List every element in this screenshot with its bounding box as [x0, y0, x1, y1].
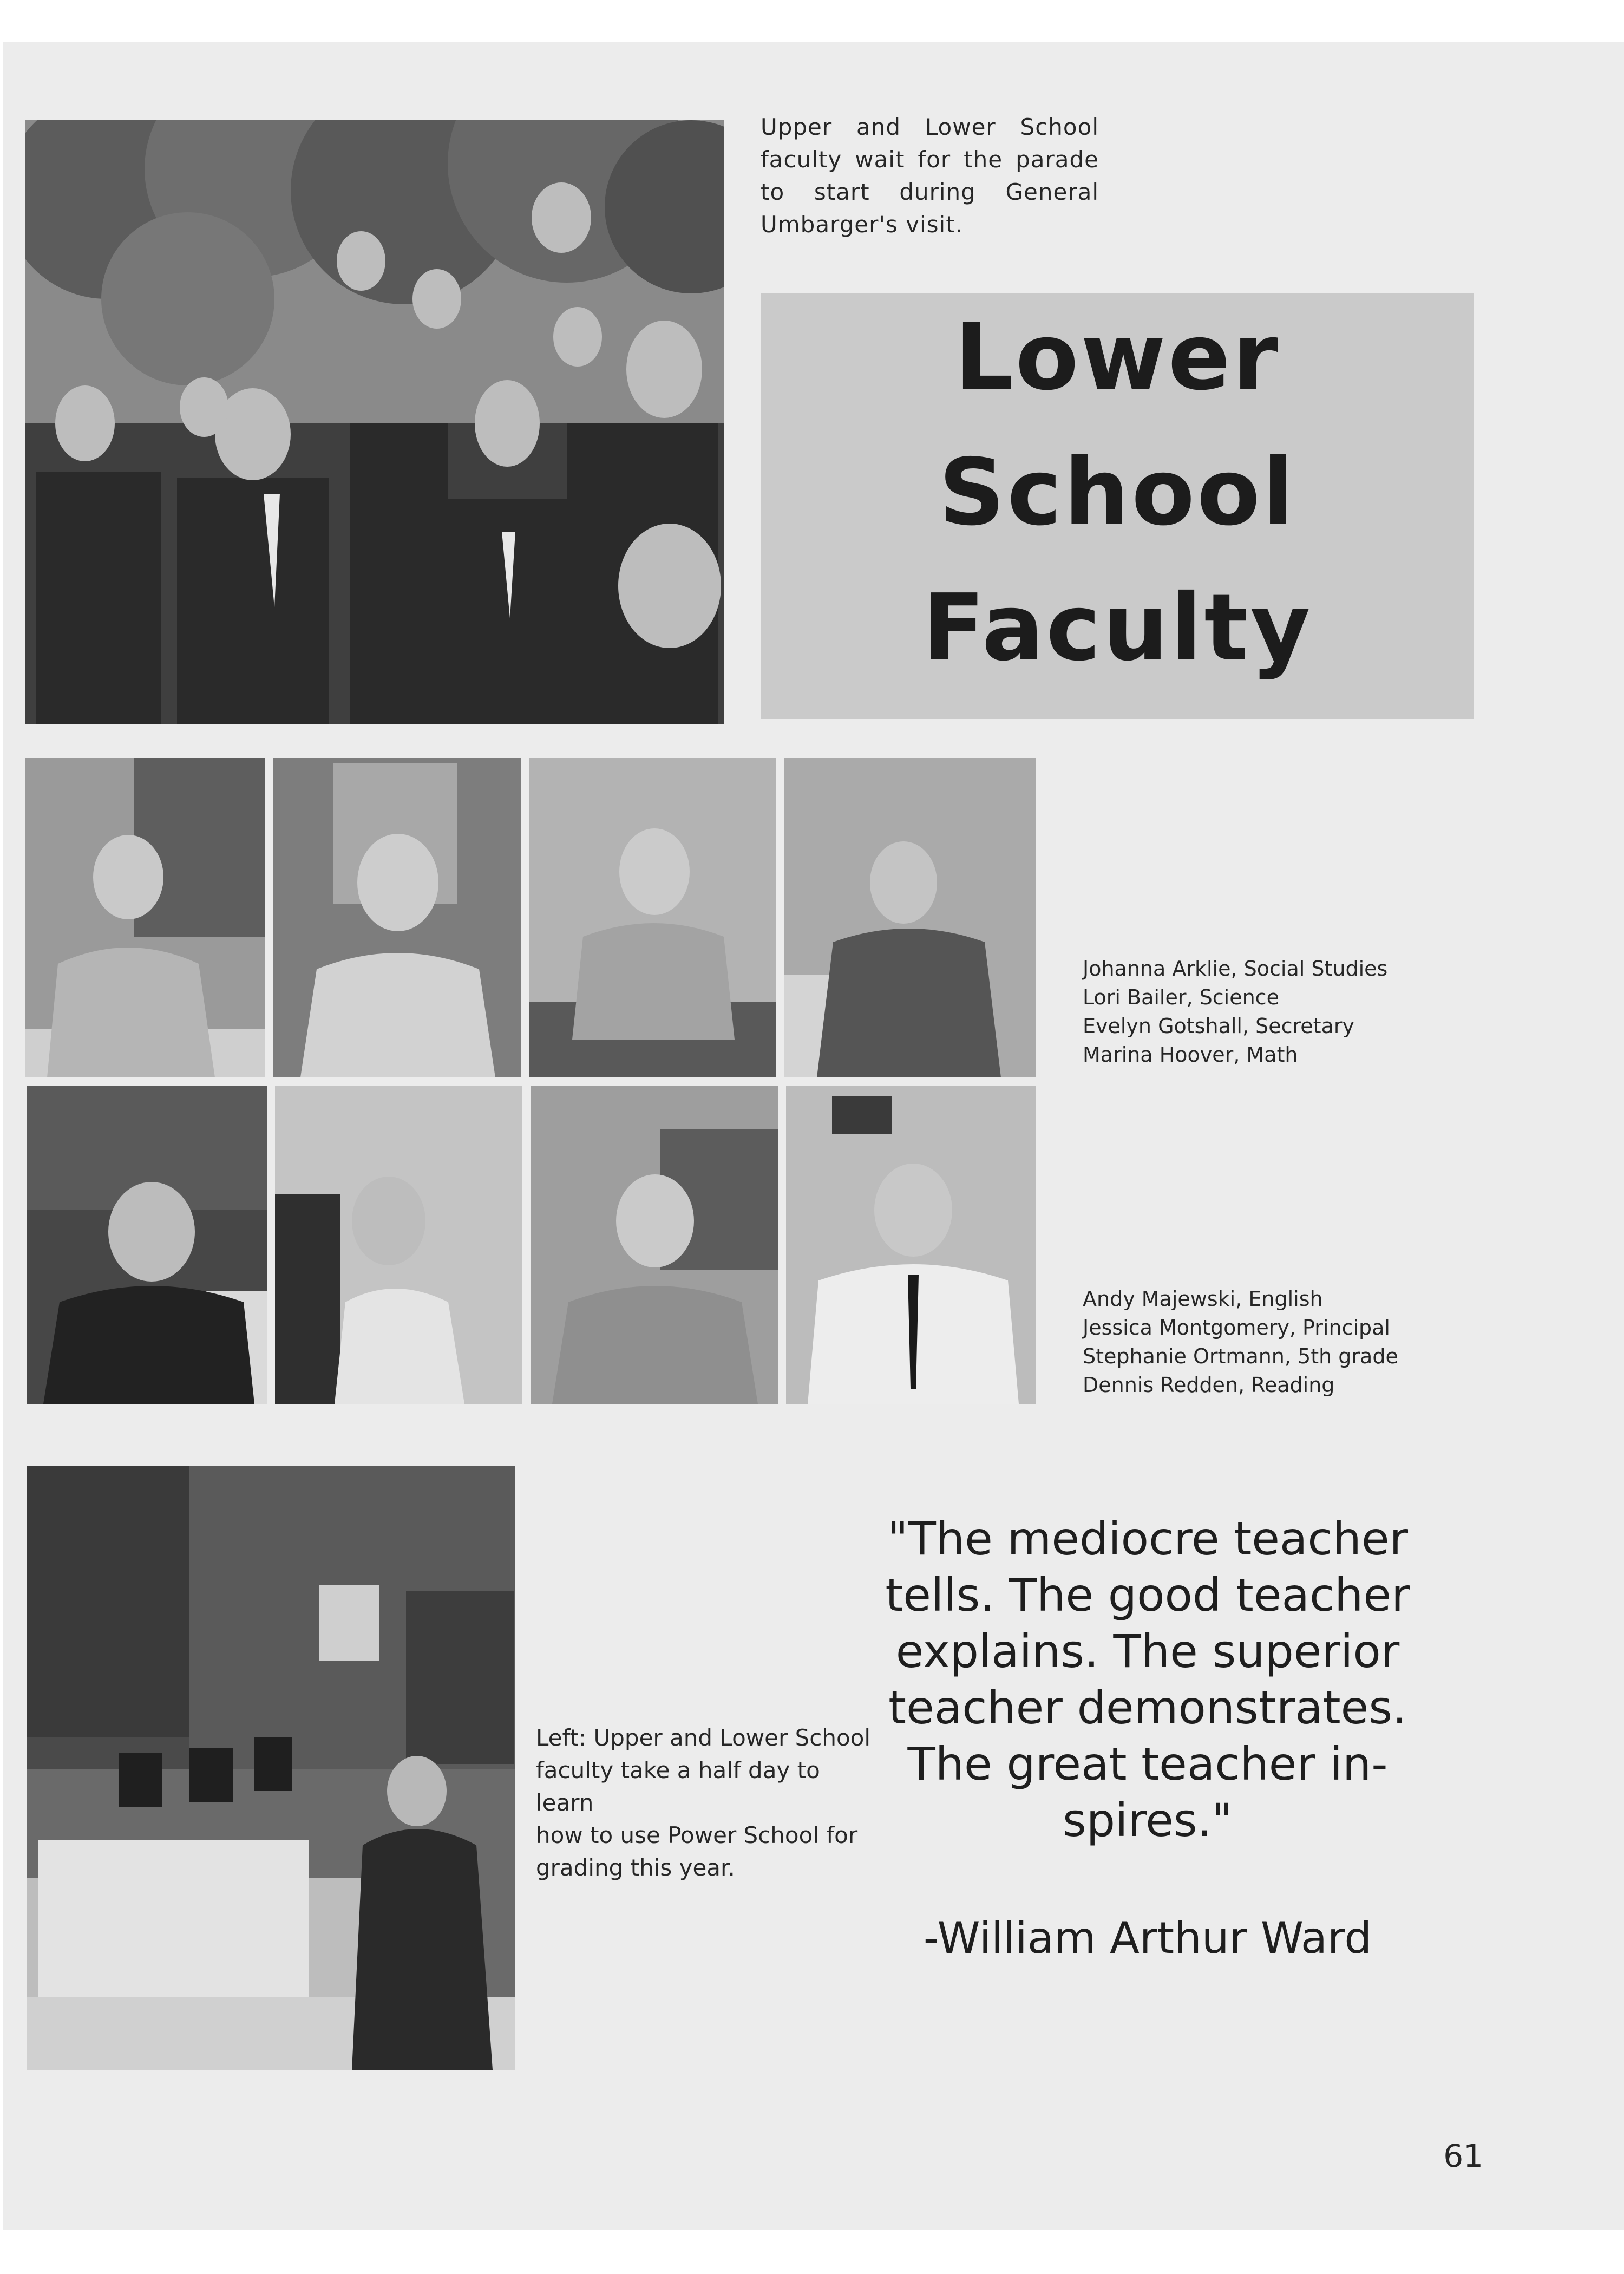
parade-caption — [761, 111, 1099, 241]
faculty-name: Marina Hoover, Math — [1083, 1043, 1298, 1067]
faculty-portrait — [786, 1086, 1036, 1404]
parade-caption-line: Umbarger's visit. — [761, 211, 964, 238]
faculty-name: Stephanie Ortmann, 5th grade — [1083, 1344, 1398, 1368]
portrait-illustration — [25, 758, 265, 1077]
quote-line: tells. The good teacher — [885, 1569, 1410, 1622]
portrait-illustration — [275, 1086, 522, 1404]
quote-author: -William Arthur Ward — [923, 1913, 1372, 1963]
faculty-name: Johanna Arklie, Social Studies — [1083, 957, 1388, 981]
parade-photo-illustration — [25, 120, 724, 724]
faculty-name: Lori Bailer, Science — [1083, 985, 1279, 1009]
page-number: 61 — [1443, 2138, 1483, 2174]
scan-border — [0, 0, 1624, 42]
parade-photo — [25, 120, 724, 724]
computer-lab-caption-line: how to use Power School for — [536, 1822, 858, 1848]
faculty-portrait — [273, 758, 521, 1077]
computer-lab-illustration — [27, 1466, 515, 2070]
teacher-quote — [877, 1511, 1418, 1848]
title-line-faculty: Faculty — [922, 574, 1313, 682]
faculty-name: Evelyn Gotshall, Secretary — [1083, 1014, 1354, 1038]
faculty-portrait — [275, 1086, 522, 1404]
quote-line: spires." — [1063, 1794, 1233, 1847]
quote-line: teacher demonstrates. — [888, 1681, 1407, 1734]
faculty-portrait — [25, 758, 265, 1077]
computer-lab-photo — [27, 1466, 515, 2070]
faculty-names-group-1 — [1083, 955, 1387, 1069]
faculty-name: Dennis Redden, Reading — [1083, 1373, 1335, 1397]
parade-caption-line: to start during General — [761, 179, 1099, 205]
portrait-illustration — [531, 1086, 778, 1404]
parade-caption-line: faculty wait for the parade — [761, 146, 1099, 173]
computer-lab-caption-line: Left: Upper and Lower School — [536, 1724, 871, 1751]
portrait-illustration — [27, 1086, 267, 1404]
faculty-portrait — [531, 1086, 778, 1404]
computer-lab-caption-line: grading this year. — [536, 1854, 735, 1881]
faculty-portrait — [529, 758, 776, 1077]
section-title-box — [761, 293, 1474, 719]
portrait-illustration — [786, 1086, 1036, 1404]
faculty-name: Jessica Montgomery, Principal — [1083, 1316, 1390, 1339]
computer-lab-caption-line: faculty take a half day to learn — [536, 1757, 820, 1816]
title-line-school: School — [938, 439, 1296, 546]
title-line-lower: Lower — [954, 304, 1280, 411]
portrait-illustration — [273, 758, 521, 1077]
faculty-portrait — [784, 758, 1036, 1077]
faculty-names-group-2 — [1083, 1285, 1398, 1400]
parade-caption-line: Upper and Lower School — [761, 114, 1099, 140]
computer-lab-caption — [536, 1722, 882, 1884]
quote-line: "The mediocre teacher — [887, 1512, 1409, 1565]
faculty-name: Andy Majewski, English — [1083, 1287, 1323, 1311]
portrait-illustration — [529, 758, 776, 1077]
portrait-illustration — [784, 758, 1036, 1077]
quote-line: The great teacher in- — [907, 1737, 1388, 1791]
faculty-portrait — [27, 1086, 267, 1404]
quote-line: explains. The superior — [895, 1625, 1400, 1678]
